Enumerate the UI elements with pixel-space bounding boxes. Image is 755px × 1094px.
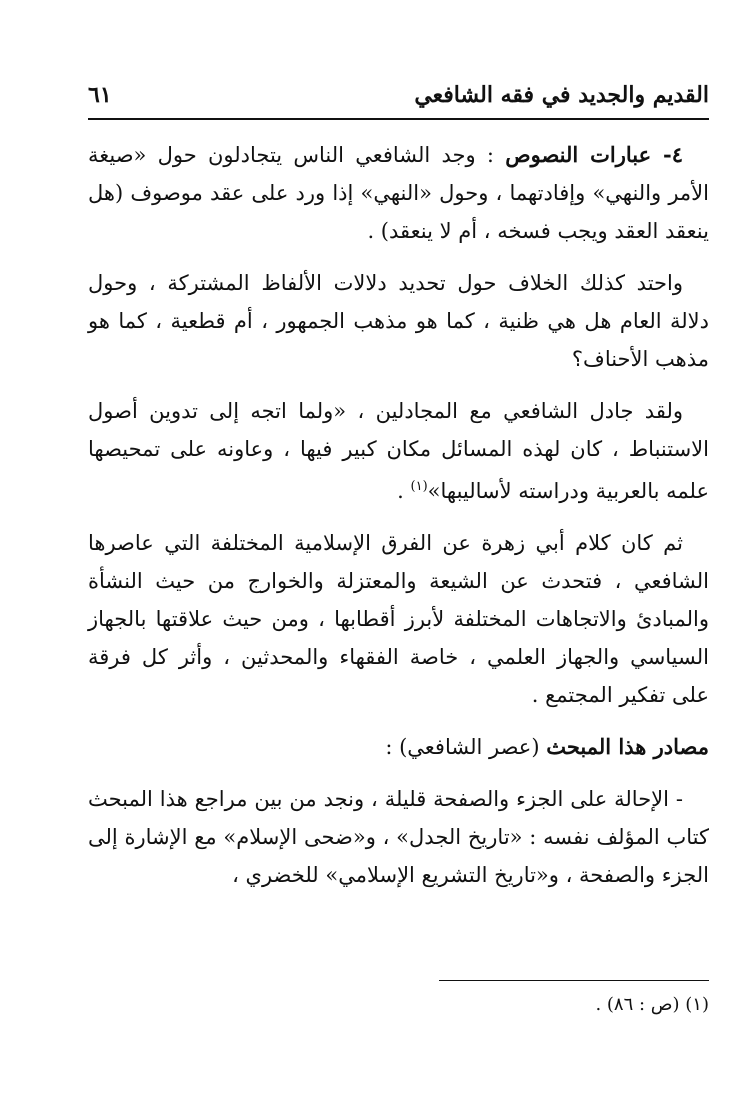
running-title: القديم والجديد في فقه الشافعي bbox=[414, 82, 709, 108]
paragraph-text-clauses bbox=[88, 136, 709, 250]
page-number: ٦١ bbox=[88, 82, 112, 108]
paragraph-references: - الإحالة على الجزء والصفحة قليلة ، ونجد من بين مراجع هذا المبحث كتاب المؤلف نفسه : «تاريخ الجدل» ، و«ضحى الإسلام» مع الإشارة إلى الجزء والصفحة ، و«تاريخ التشريع الإسلامي» للخضري ، bbox=[88, 787, 709, 887]
paragraph-text: : وجد الشافعي الناس يتجادلون حول «صيغة الأمر والنهي» وإفادتهما ، وحول «النهي» إذا ورد على عقد موصوف (هل ينعقد العقد ويجب فسخه ، أم لا ينعقد) . bbox=[88, 143, 709, 243]
page-body bbox=[88, 136, 709, 908]
paragraph-shafii-debate bbox=[88, 392, 709, 510]
section-heading-sources bbox=[88, 728, 709, 766]
page-header bbox=[88, 70, 709, 120]
paragraph-disputes: واحتد كذلك الخلاف حول تحديد دلالات الألفاظ المشتركة ، وحول دلالة العام هل هي ظنية ، كما هو مذهب الجمهور ، أم قطعية ، كما هو مذهب الأحناف؟ bbox=[88, 271, 709, 371]
paragraph-sects: ثم كان كلام أبي زهرة عن الفرق الإسلامية المختلفة التي عاصرها الشافعي ، فتحدث عن الشيعة والمعتزلة والخوارج من حيث النشأة والمبادئ والاتجاهات المختلفة لأبرز أقطابها ، ومن حيث علاقتها بالجهاز السياسي والجهاز العلمي ، خاصة الفقهاء والمحدثين ، وأثر كل فرقة على تفكير المجتمع . bbox=[88, 531, 709, 707]
paragraph-end: . bbox=[397, 479, 404, 503]
footnote: (١) (ص : ٨٦) . bbox=[595, 994, 709, 1015]
paragraph-text: ولقد جادل الشافعي مع المجادلين ، «ولما اتجه إلى تدوين أصول الاستنباط ، كان لهذه المسائل مكان كبير فيها ، وعاونه على تمحيصها علمه بالعربية ودراسته لأساليبها» bbox=[88, 399, 709, 503]
section-lead: ٤- عبارات النصوص bbox=[505, 142, 683, 167]
footnote-ref: (١) bbox=[410, 479, 428, 494]
section-heading-note: (عصر الشافعي) : bbox=[385, 735, 540, 759]
section-lead: مصادر هذا المبحث bbox=[546, 734, 709, 759]
footnote-divider bbox=[439, 980, 709, 981]
